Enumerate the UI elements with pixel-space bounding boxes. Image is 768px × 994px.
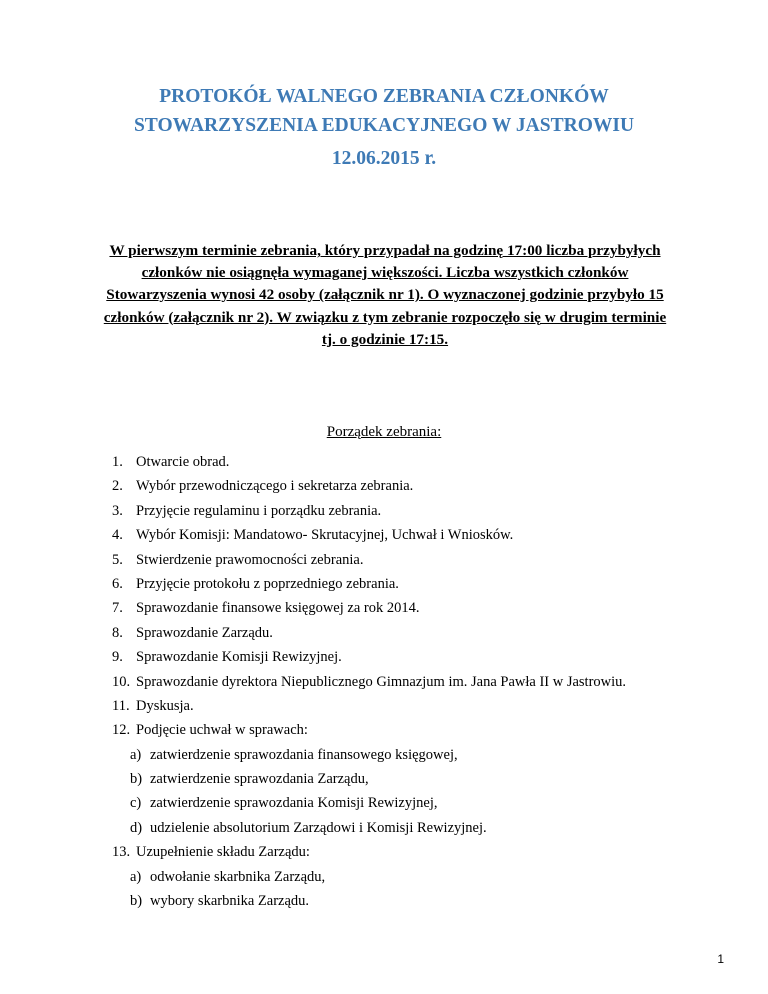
agenda-item: 2. Wybór przewodniczącego i sekretarza zebrania. bbox=[112, 478, 414, 495]
agenda-item: 9. Sprawozdanie Komisji Rewizyjnej. bbox=[112, 649, 342, 666]
agenda-list bbox=[112, 452, 712, 915]
agenda-item: 7. Sprawozdanie finansowe księgowej za rok 2014. bbox=[112, 600, 420, 617]
agenda-subitem: d) udzielenie absolutorium Zarządowi i Komisji Rewizyjnej. bbox=[130, 819, 487, 836]
agenda-item: 11. Dyskusja. bbox=[112, 697, 194, 714]
agenda-item: 8. Sprawozdanie Zarządu. bbox=[112, 624, 273, 641]
agenda-heading: Porządek zebrania: bbox=[326, 424, 442, 440]
agenda-subitem: b) zatwierdzenie sprawozdania Zarządu, bbox=[130, 771, 369, 788]
title-line-2: STOWARZYSZENIA EDUKACYJNEGO W JASTROWIU bbox=[133, 115, 635, 136]
agenda-subitem: a) odwołanie skarbnika Zarządu, bbox=[130, 868, 326, 885]
agenda-item: 3. Przyjęcie regulaminu i porządku zebrania. bbox=[112, 502, 382, 519]
agenda-item: 6. Przyjęcie protokołu z poprzedniego zebrania. bbox=[112, 575, 399, 592]
document-title bbox=[0, 82, 768, 140]
agenda-item: 10. Sprawozdanie dyrektora Niepublicznego Gimnazjum im. Jana Pawła II w Jastrowiu. bbox=[112, 673, 627, 690]
page-number: 1 bbox=[717, 952, 724, 966]
document-date: 12.06.2015 r. bbox=[331, 148, 437, 169]
agenda-item: 4. Wybór Komisji: Mandatowo- Skrutacyjnej, Uchwał i Wniosków. bbox=[112, 527, 514, 544]
intro-paragraph: W pierwszym terminie zebrania, który przypadał na godzinę 17:00 liczba przybyłych członków nie osiągnęła wymaganej większości. Liczba wszystkich członków Stowarzyszenia wynosi 42 osoby (załącznik nr 1). O wyznaczonej godzinie przybyło 15 członków (załącznik nr 2). W związku z tym zebranie rozpoczęło się w drugim terminie tj. o godzinie 17:15. bbox=[103, 242, 667, 348]
agenda-item: 12. Podjęcie uchwał w sprawach: bbox=[112, 722, 308, 739]
agenda-subitem: b) wybory skarbnika Zarządu. bbox=[130, 893, 310, 910]
agenda-subitem: c) zatwierdzenie sprawozdania Komisji Rewizyjnej, bbox=[130, 795, 438, 812]
title-line-1: PROTOKÓŁ WALNEGO ZEBRANIA CZŁONKÓW bbox=[159, 86, 609, 107]
agenda-item: 5. Stwierdzenie prawomocności zebrania. bbox=[112, 551, 364, 568]
agenda-item: 13. Uzupełnienie składu Zarządu: bbox=[112, 844, 310, 861]
agenda-item: 1. Otwarcie obrad. bbox=[112, 454, 230, 470]
agenda-subitem: a) zatwierdzenie sprawozdania finansowego księgowej, bbox=[130, 746, 458, 763]
